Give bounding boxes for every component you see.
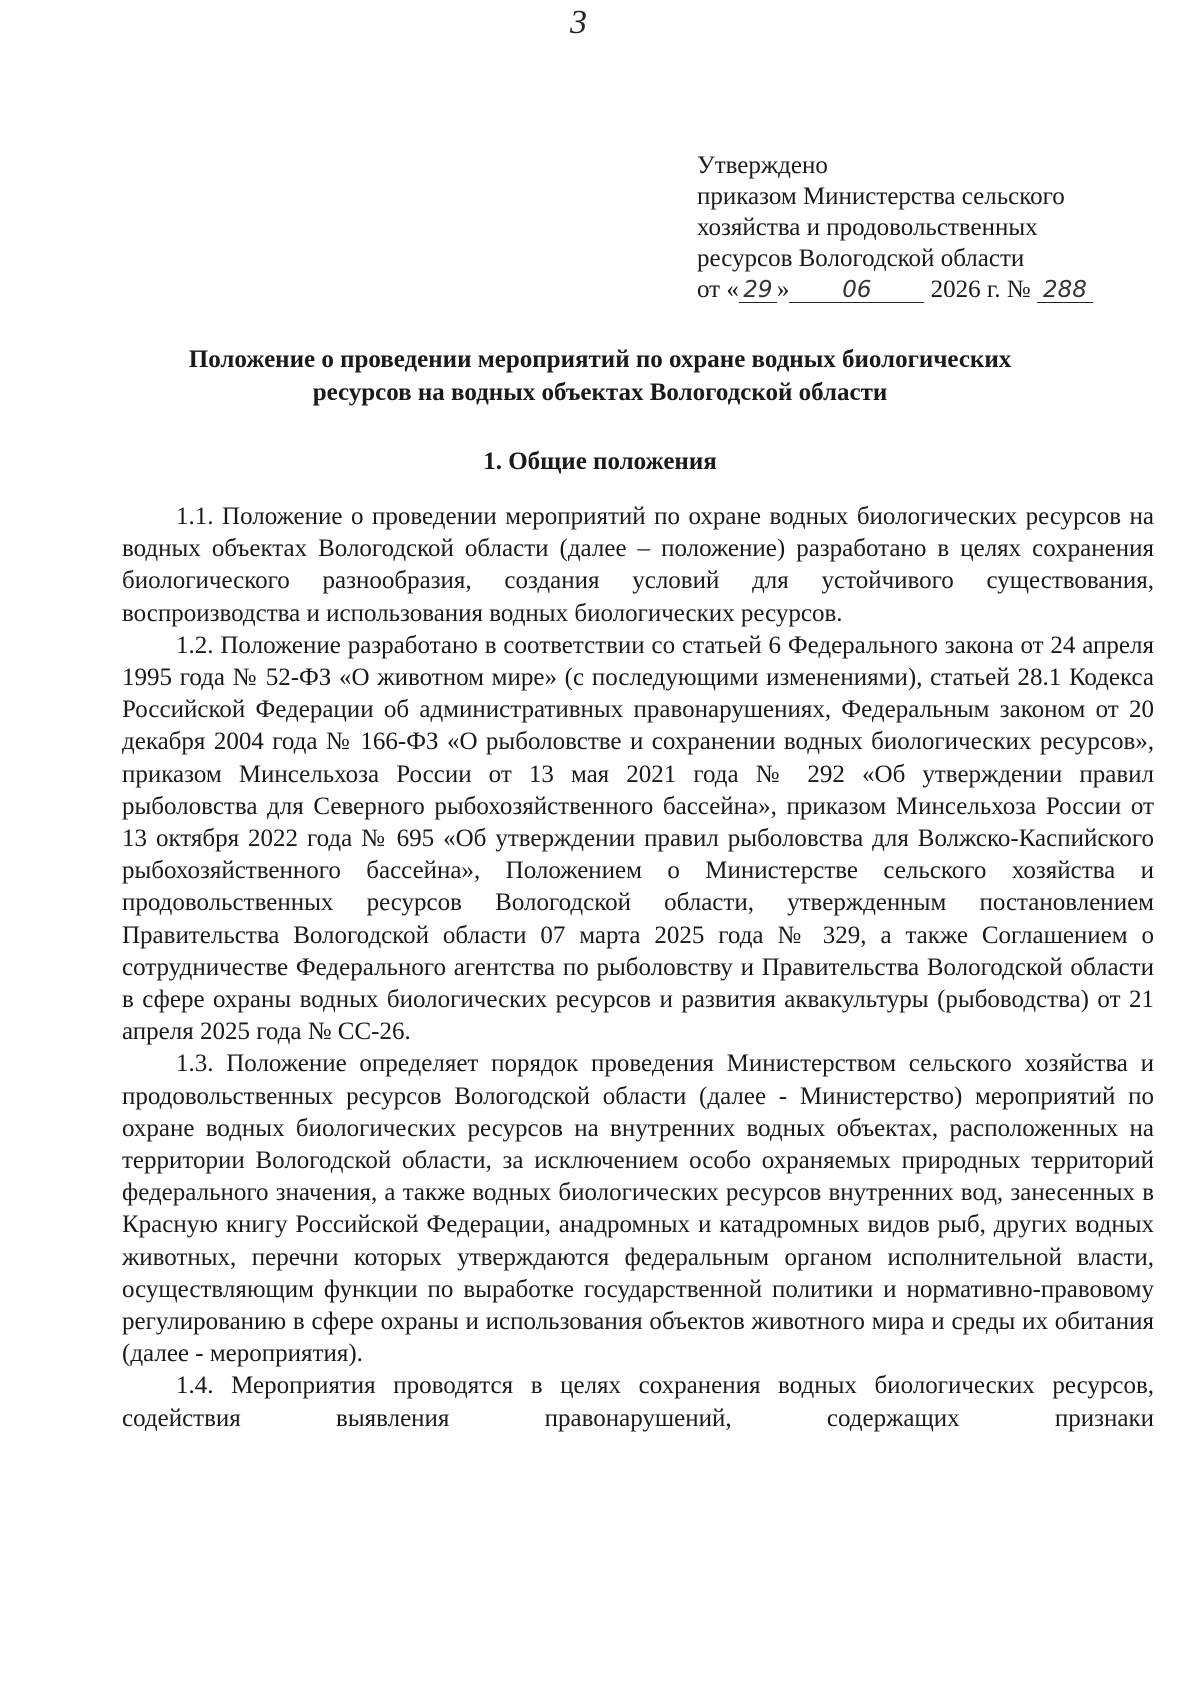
paragraph: 1.4. Мероприятия проводятся в целях сохранения водных биологических ресурсов, содействия выявления правонарушений, содержащих признаки <box>122 1372 1154 1432</box>
section-heading: 1. Общие положения <box>483 448 717 475</box>
document-title <box>80 343 1120 409</box>
approval-line: приказом Министерства сельского <box>697 183 1065 210</box>
date-prefix: от « <box>697 276 739 303</box>
page-number: 3 <box>570 4 587 41</box>
paragraph: 1.2. Положение разработано в соответствии со статьей 6 Федерального закона от 24 апреля 1995 года № 52-ФЗ «О животном мире» (с последующими изменениями), статьей 28.1 Кодекса Российской Федерации об административных правонарушениях, Федеральным законом от 20 декабря 2004 года № 166-ФЗ «О рыболовстве и сохранении водных биологических ресурсов», приказом Минсельхоза России от 13 мая 2021 года № 292 «Об утверждении правил рыболовства для Северного рыбохозяйственного бассейна», приказом Минсельхоза России от 13 октября 2022 года № 695 «Об утверждении правил рыболовства для Волжско-Каспийского рыбохозяйственного бассейна», Положением о Министерстве сельского хозяйства и продовольственных ресурсов Вологодской области, утвержденным постановлением Правительства Вологодской области 07 марта 2025 года № 329, а также Соглашением о сотрудничестве Федерального агентства по рыболовству и Правительства Вологодской области в сфере охраны водных биологических ресурсов и развития аквакультуры (рыбоводства) от 21 апреля 2025 года № СС-26. <box>122 631 1154 1046</box>
approval-date-line <box>697 274 1093 305</box>
approval-line: ресурсов Вологодской области <box>697 245 1025 272</box>
section-body <box>122 501 1154 1435</box>
date-year-text: 2026 г. № <box>930 276 1031 303</box>
approval-line: Утверждено <box>697 152 828 179</box>
title-line: Положение о проведении мероприятий по охране водных биологических <box>188 346 1012 373</box>
title-line: ресурсов на водных объектах Вологодской области <box>312 379 888 406</box>
date-day-suffix: » <box>776 276 790 303</box>
paragraph: 1.3. Положение определяет порядок проведения Министерством сельского хозяйства и продовольственных ресурсов Вологодской области (далее - Министерство) мероприятий по охране водных биологических ресурсов на внутренних водных объектах, расположенных на территории Вологодской области, за исключением особо охраняемых природных территорий федерального значения, а также водных биологических ресурсов внутренних вод, занесенных в Красную книгу Российской Федерации, анадромных и катадромных видов рыб, других водных животных, перечни которых утверждаются федеральным органом исполнительной власти, осуществляющим функции по выработке государственной политики и нормативно-правовому регулированию в сфере охраны и использования объектов животного мира и среды их обитания (далее - мероприятия). <box>122 1050 1154 1368</box>
approval-stamp <box>697 150 1093 305</box>
date-month: 06 <box>789 278 924 303</box>
paragraph: 1.1. Положение о проведении мероприятий по охране водных биологических ресурсов на водных объектах Вологодской области (далее – положение) разработано в целях сохранения биологического разнообразия, создания условий для устойчивого существования, воспроизводства и использования водных биологических ресурсов. <box>122 503 1154 627</box>
order-number: 288 <box>1037 278 1093 303</box>
date-day: 29 <box>739 278 777 303</box>
approval-line: хозяйства и продовольственных <box>697 214 1038 241</box>
